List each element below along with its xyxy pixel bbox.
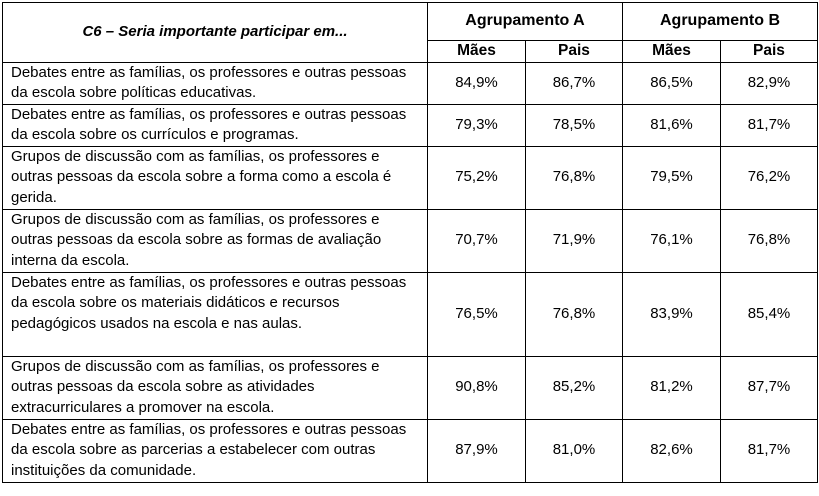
value-cell: 87,7% bbox=[721, 356, 818, 419]
value-cell: 70,7% bbox=[428, 209, 526, 272]
value-cell: 83,9% bbox=[623, 272, 721, 356]
value-cell: 81,0% bbox=[526, 419, 623, 482]
value-cell: 75,2% bbox=[428, 146, 526, 209]
row-label: Debates entre as famílias, os professores e outras pessoas da escola sobre os currículos e programas. bbox=[3, 104, 428, 146]
value-cell: 78,5% bbox=[526, 104, 623, 146]
value-cell: 86,7% bbox=[526, 62, 623, 104]
group-b-header: Agrupamento B bbox=[623, 3, 818, 41]
value-cell: 82,6% bbox=[623, 419, 721, 482]
survey-table bbox=[2, 2, 818, 483]
row-label: Debates entre as famílias, os professores e outras pessoas da escola sobre as parcerias a estabelecer com outras instituições da comunidade. bbox=[3, 419, 428, 482]
value-cell: 79,5% bbox=[623, 146, 721, 209]
value-cell: 81,7% bbox=[721, 104, 818, 146]
table-row bbox=[3, 356, 818, 419]
table-row bbox=[3, 146, 818, 209]
table-row bbox=[3, 62, 818, 104]
value-cell: 86,5% bbox=[623, 62, 721, 104]
value-cell: 76,8% bbox=[526, 146, 623, 209]
value-cell: 79,3% bbox=[428, 104, 526, 146]
row-label: Grupos de discussão com as famílias, os professores e outras pessoas da escola sobre as formas de avaliação interna da escola. bbox=[3, 209, 428, 272]
table-row bbox=[3, 104, 818, 146]
value-cell: 87,9% bbox=[428, 419, 526, 482]
value-cell: 81,6% bbox=[623, 104, 721, 146]
value-cell: 85,2% bbox=[526, 356, 623, 419]
table-row bbox=[3, 272, 818, 356]
value-cell: 76,5% bbox=[428, 272, 526, 356]
value-cell: 76,8% bbox=[526, 272, 623, 356]
row-label: Grupos de discussão com as famílias, os professores e outras pessoas da escola sobre a forma como a escola é gerida. bbox=[3, 146, 428, 209]
value-cell: 85,4% bbox=[721, 272, 818, 356]
value-cell: 84,9% bbox=[428, 62, 526, 104]
subheader-a-pais: Pais bbox=[526, 41, 623, 63]
value-cell: 81,2% bbox=[623, 356, 721, 419]
subheader-b-maes: Mães bbox=[623, 41, 721, 63]
row-label: Grupos de discussão com as famílias, os professores e outras pessoas da escola sobre as atividades extracurriculares a promover na escola. bbox=[3, 356, 428, 419]
value-cell: 90,8% bbox=[428, 356, 526, 419]
table-row bbox=[3, 209, 818, 272]
value-cell: 76,2% bbox=[721, 146, 818, 209]
question-header: C6 – Seria importante participar em... bbox=[3, 3, 428, 63]
table-row bbox=[3, 419, 818, 482]
subheader-b-pais: Pais bbox=[721, 41, 818, 63]
value-cell: 71,9% bbox=[526, 209, 623, 272]
value-cell: 81,7% bbox=[721, 419, 818, 482]
subheader-a-maes: Mães bbox=[428, 41, 526, 63]
value-cell: 82,9% bbox=[721, 62, 818, 104]
row-label: Debates entre as famílias, os professores e outras pessoas da escola sobre políticas educativas. bbox=[3, 62, 428, 104]
value-cell: 76,8% bbox=[721, 209, 818, 272]
row-label: Debates entre as famílias, os professores e outras pessoas da escola sobre os materiais didáticos e recursos pedagógicos usados na escola e nas aulas. bbox=[3, 272, 428, 356]
group-a-header: Agrupamento A bbox=[428, 3, 623, 41]
value-cell: 76,1% bbox=[623, 209, 721, 272]
